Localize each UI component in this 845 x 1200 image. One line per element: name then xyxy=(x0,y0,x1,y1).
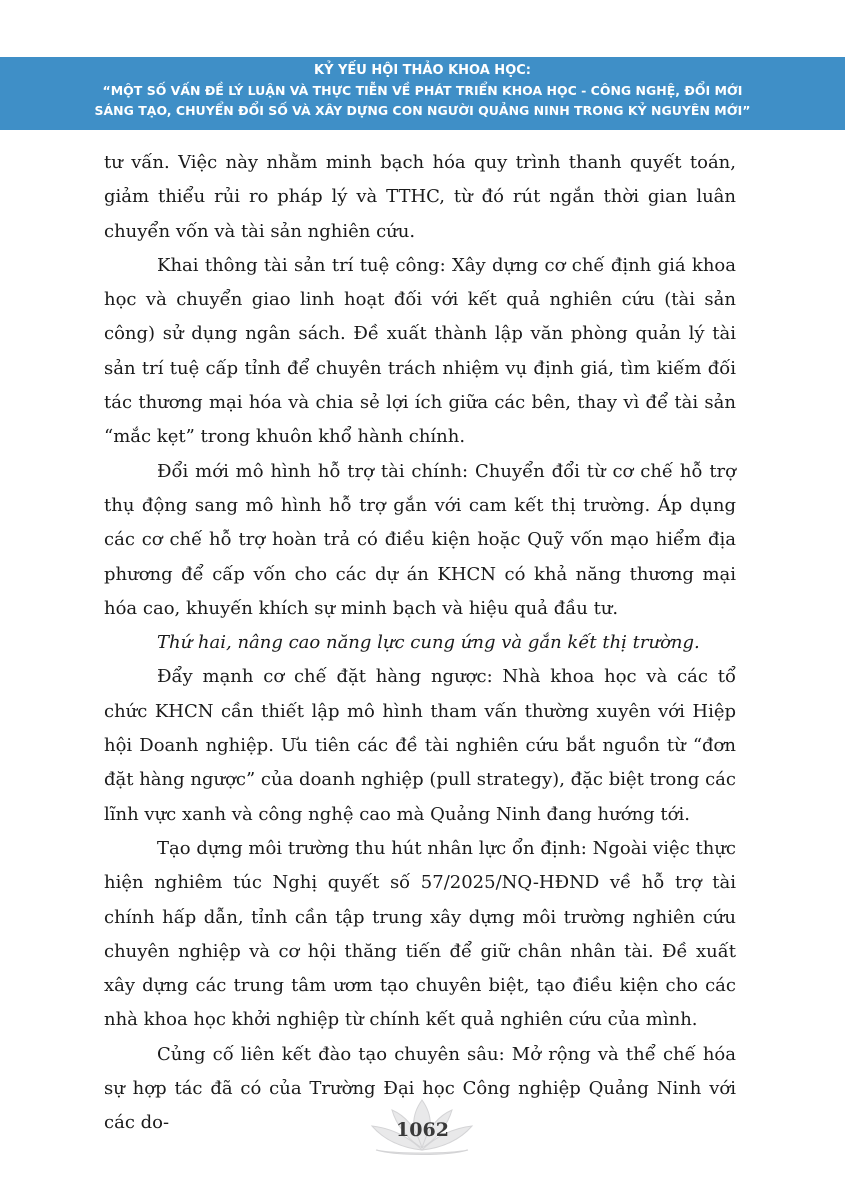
italic-subheading: Thứ hai, nâng cao năng lực cung ứng và gắn kết thị trường. xyxy=(157,632,700,654)
paragraph: Đổi mới mô hình hỗ trợ tài chính: Chuyển đổi từ cơ chế hỗ trợ thụ động sang mô hình hỗ trợ gắn với cam kết thị trường. Áp dụng các cơ chế hỗ trợ hoàn trả có điều kiện hoặc Quỹ vốn mạo hiểm địa phương để cấp vốn cho các dự án KHCN có khả năng thương mại hóa cao, khuyến khích sự minh bạch và hiệu quả đầu tư. xyxy=(104,460,736,619)
page-number: 1062 xyxy=(396,1119,449,1141)
paragraph: Đẩy mạnh cơ chế đặt hàng ngược: Nhà khoa học và các tổ chức KHCN cần thiết lập mô hình tham vấn thường xuyên với Hiệp hội Doanh nghiệp. Ưu tiên các đề tài nghiên cứu bắt nguồn từ “đơn đặt hàng ngược” của doanh nghiệp (pull strategy), đặc biệt trong các lĩnh vực xanh và công nghệ cao mà Quảng Ninh đang hướng tới. xyxy=(104,666,736,825)
header-title: KỶ YẾU HỘI THẢO KHOA HỌC: xyxy=(314,63,531,78)
page-footer xyxy=(0,1098,845,1158)
paragraph: Khai thông tài sản trí tuệ công: Xây dựng cơ chế định giá khoa học và chuyển giao linh hoạt đối với kết quả nghiên cứu (tài sản công) sử dụng ngân sách. Đề xuất thành lập văn phòng quản lý tài sản trí tuệ cấp tỉnh để chuyên trách nhiệm vụ định giá, tìm kiếm đối tác thương mại hóa và chia sẻ lợi ích giữa các bên, thay vì để tài sản “mắc kẹt” trong khuôn khổ hành chính. xyxy=(104,254,736,448)
paragraph: Củng cố liên kết đào tạo chuyên sâu: Mở rộng và thể chế hóa sự hợp tác đã có của Trường Đại học Công nghiệp Quảng Ninh với các do- xyxy=(104,1043,736,1134)
body-text xyxy=(104,146,736,1141)
header-subtitle-line-2: SÁNG TẠO, CHUYỂN ĐỔI SỐ VÀ XÂY DỰNG CON NGƯỜI QUẢNG NINH TRONG KỶ NGUYÊN MỚI” xyxy=(94,103,751,118)
paragraph: tư vấn. Việc này nhằm minh bạch hóa quy trình thanh quyết toán, giảm thiểu rủi ro pháp lý và TTHC, từ đó rút ngắn thời gian luân chuyển vốn và tài sản nghiên cứu. xyxy=(104,152,736,242)
paragraph: Tạo dựng môi trường thu hút nhân lực ổn định: Ngoài việc thực hiện nghiêm túc Nghị quyết số 57/2025/NQ-HĐND về hỗ trợ tài chính hấp dẫn, tỉnh cần tập trung xây dựng môi trường nghiên cứu chuyên nghiệp và cơ hội thăng tiến để giữ chân nhân tài. Đề xuất xây dựng các trung tâm ươm tạo chuyên biệt, tạo điều kiện cho các nhà khoa học khởi nghiệp từ chính kết quả nghiên cứu của mình. xyxy=(104,837,736,1031)
header-subtitle-line-1: “MỘT SỐ VẤN ĐỀ LÝ LUẬN VÀ THỰC TIỄN VỀ PHÁT TRIỂN KHOA HỌC - CÔNG NGHỆ, ĐỔI MỚI xyxy=(102,83,743,98)
running-header xyxy=(0,57,845,130)
